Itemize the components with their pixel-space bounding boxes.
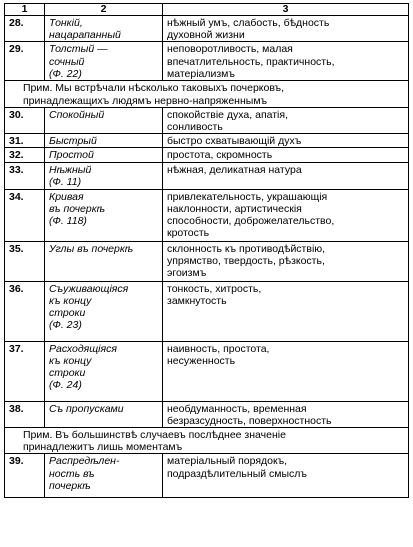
entry-term: [45, 341, 163, 401]
entry-term: [45, 241, 163, 281]
description-line: сонливость: [167, 121, 223, 134]
note-row: [5, 81, 409, 107]
entry-description: [163, 107, 409, 133]
description-line: эгоизмъ: [167, 267, 207, 280]
description-line: несуженность: [167, 354, 236, 367]
table-body: [5, 4, 409, 498]
column-header-2: 2: [45, 4, 163, 16]
table-row: [5, 107, 409, 133]
term-line: (Ф. 24): [49, 379, 82, 392]
term-line: почеркѣ: [49, 479, 91, 492]
term-line: Расходящіяся: [49, 342, 117, 355]
description-line: наивность, простота,: [167, 342, 270, 355]
description-line: матеріальный порядокъ,: [167, 455, 288, 468]
entry-number: 30.: [5, 107, 45, 133]
term-line: Съ пропусками: [49, 402, 124, 415]
entry-description: [163, 401, 409, 427]
term-line: (Ф. 118): [49, 215, 87, 228]
term-line: нацарапанный: [49, 29, 121, 42]
table-row: [5, 42, 409, 81]
note-line: Прим. Въ большинствѣ случаевъ послѣднее значеніе: [23, 429, 286, 442]
description-line: тонкость, хитрость,: [167, 282, 262, 295]
term-line: (Ф. 23): [49, 319, 82, 332]
entry-term: [45, 401, 163, 427]
description-line: склонность къ противодѣйствію,: [167, 242, 326, 255]
term-line: сочный: [49, 55, 85, 68]
term-line: Тонкій,: [49, 17, 83, 29]
entry-term: [45, 16, 163, 42]
description-line: быстро схватывающій духъ: [167, 135, 302, 148]
description-line: впечатлительность, практичность,: [167, 55, 335, 68]
entry-description: [163, 162, 409, 189]
note-line: Прим. Мы встрѣчали нѣсколько таковыхъ почерковъ,: [23, 82, 285, 95]
column-header-1: 1: [5, 4, 45, 16]
description-line: нѣжный умъ, слабость, бѣдность: [167, 17, 330, 29]
header-row: [5, 4, 409, 16]
entry-number: 28.: [5, 16, 45, 42]
entry-number: 39.: [5, 454, 45, 498]
table-row: [5, 189, 409, 241]
table-row: [5, 341, 409, 401]
term-line: ность въ: [49, 467, 95, 480]
table-row: [5, 401, 409, 427]
entry-number: 29.: [5, 42, 45, 81]
entry-number: 32.: [5, 148, 45, 162]
description-line: матеріализмъ: [167, 67, 235, 80]
description-line: безразсудность, поверхностность: [167, 414, 332, 427]
term-line: Углы въ почеркѣ: [49, 242, 133, 255]
term-line: Простой: [49, 149, 94, 162]
entry-description: [163, 341, 409, 401]
entry-number: 34.: [5, 189, 45, 241]
entry-term: [45, 107, 163, 133]
description-line: необдуманность, временная: [167, 402, 307, 415]
description-line: кротость: [167, 227, 210, 240]
table-row: [5, 148, 409, 162]
description-line: простота, скромность: [167, 149, 273, 162]
entry-term: [45, 134, 163, 148]
table-row: [5, 162, 409, 189]
description-line: наклонности, артистическія: [167, 202, 302, 215]
term-line: Съуживающіяся: [49, 282, 129, 295]
term-line: въ почеркѣ: [49, 202, 105, 215]
table-row: [5, 241, 409, 281]
column-header-3: 3: [163, 4, 409, 16]
description-line: замкнутость: [167, 294, 227, 307]
table-row: [5, 281, 409, 341]
description-line: способности, доброжелательство,: [167, 215, 335, 228]
term-line: къ концу: [49, 354, 92, 367]
note-line: принадлежащихъ людямъ нервно-напряженнымъ: [23, 94, 268, 107]
term-line: строки: [49, 307, 86, 320]
entry-number: 33.: [5, 162, 45, 189]
glossary-table: [4, 3, 409, 498]
term-line: строки: [49, 367, 86, 380]
note-row: [5, 428, 409, 454]
entry-description: [163, 148, 409, 162]
entry-description: [163, 189, 409, 241]
term-line: (Ф. 11): [49, 175, 82, 188]
description-line: неповоротливость, малая: [167, 43, 293, 56]
note-text: [5, 81, 409, 107]
entry-description: [163, 16, 409, 42]
entry-term: [45, 189, 163, 241]
entry-term: [45, 42, 163, 81]
table-row: [5, 16, 409, 42]
table-row: [5, 454, 409, 498]
term-line: Нѣжный: [49, 163, 92, 176]
term-line: (Ф. 22): [49, 67, 82, 80]
entry-description: [163, 42, 409, 81]
table-row: [5, 134, 409, 148]
note-line: принадлежитъ лишь моментамъ: [23, 441, 183, 454]
term-line: къ концу: [49, 294, 92, 307]
description-line: спокойствіе духа, апатія,: [167, 108, 288, 121]
description-line: нѣжная, деликатная натура: [167, 163, 302, 176]
entry-number: 35.: [5, 241, 45, 281]
entry-description: [163, 281, 409, 341]
entry-term: [45, 454, 163, 498]
entry-term: [45, 281, 163, 341]
term-line: Кривая: [49, 190, 84, 203]
term-line: Толстый —: [49, 43, 108, 56]
entry-number: 38.: [5, 401, 45, 427]
entry-description: [163, 454, 409, 498]
entry-number: 37.: [5, 341, 45, 401]
entry-term: [45, 162, 163, 189]
entry-term: [45, 148, 163, 162]
entry-number: 31.: [5, 134, 45, 148]
term-line: Спокойный: [49, 108, 105, 121]
description-line: упрямство, твердость, рѣзкость,: [167, 254, 325, 267]
entry-description: [163, 134, 409, 148]
entry-number: 36.: [5, 281, 45, 341]
term-line: Распредѣлен-: [49, 455, 120, 468]
note-text: [5, 428, 409, 454]
entry-description: [163, 241, 409, 281]
description-line: подраздѣлительный смыслъ: [167, 467, 307, 480]
description-line: привлекательность, украшающія: [167, 190, 328, 203]
description-line: духовной жизни: [167, 29, 245, 42]
term-line: Быстрый: [49, 135, 97, 148]
